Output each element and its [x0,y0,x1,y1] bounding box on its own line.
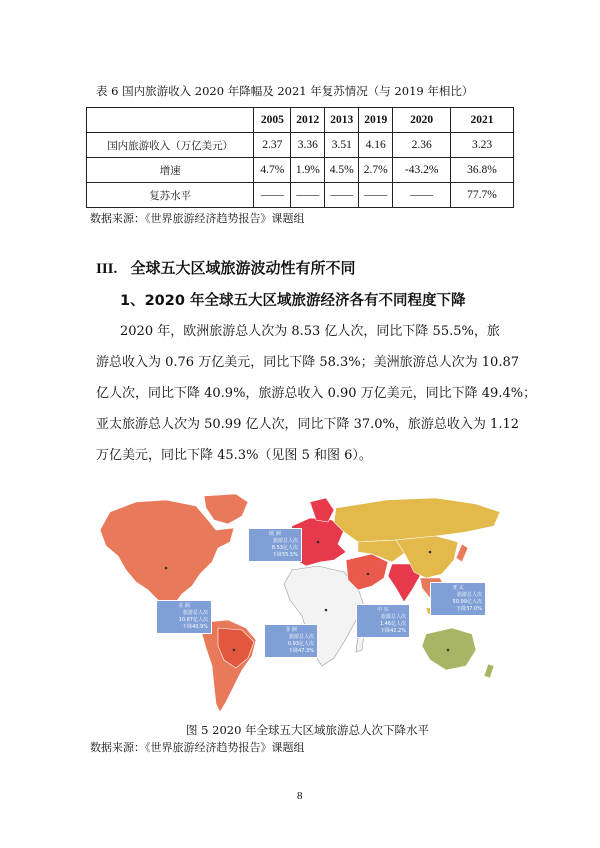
tooltip-line: 下降47.3% [288,648,314,654]
africa-tooltip [264,624,318,658]
tooltip-region-name: 中 东 [377,607,389,613]
table-cell: 2.36 [393,133,451,158]
world-map-figure [96,490,504,715]
table-header-cell: 2020 [393,108,451,133]
tooltip-line: 1.46亿人次 [379,621,406,627]
tooltip-line: 8.53亿人次 [271,545,298,551]
middle-east-shape [346,554,388,590]
table-cell: 4.5% [325,158,359,183]
tooltip-line: 50.99亿人次 [452,599,482,605]
table-header-cell: 2019 [359,108,393,133]
tooltip-line: 旅游总人次 [272,538,298,544]
table-cell: 2.37 [254,133,291,158]
tooltip-line: 旅游总人次 [456,592,482,598]
tooltip-line: 旅游总人次 [182,610,208,616]
middle-east-tooltip [356,604,410,638]
section-heading [96,257,356,278]
table-cell: 3.36 [291,133,325,158]
body-paragraph [0,316,600,476]
page-number: 8 [297,790,303,802]
table-caption: 表 6 国内旅游收入 2020 年降幅及 2021 年复苏情况（与 2019 年相比） [96,84,474,98]
greenland-shape [204,494,248,524]
japan-shape [456,544,468,562]
section-number: III. [96,261,118,277]
table-cell: 增速 [87,158,254,183]
region-marker [429,551,432,554]
tooltip-line: 下降37.0% [456,606,482,612]
asia-pacific-tooltip [430,582,486,616]
tooltip-region-name: 美 洲 [178,603,190,609]
table-cell: 4.7% [254,158,291,183]
tooltip-line: 下降55.5% [272,552,298,558]
russia-shape [334,498,500,542]
new-zealand-shape [484,664,494,678]
table-cell: 77.7% [451,183,514,208]
region-marker [165,567,168,570]
table-cell: —— [359,183,393,208]
table-cell: 2.7% [359,158,393,183]
americas-tooltip [156,600,212,634]
tooltip-line: 下降40.9% [182,624,208,630]
table-header-cell: 2012 [291,108,325,133]
table-header-cell: 2013 [325,108,359,133]
table-cell: —— [254,183,291,208]
australia-shape [422,628,476,670]
table-header-cell: 2021 [451,108,514,133]
table-cell: 复苏水平 [87,183,254,208]
table-header-cell [87,108,254,133]
table-header-row [87,108,514,133]
tooltip-region-name: 欧 洲 [269,531,281,537]
figure-caption: 图 5 2020 年全球五大区域旅游总人次下降水平 [186,723,430,737]
table-cell: -43.2% [393,158,451,183]
tooltip-line: 10.87亿人次 [178,617,208,623]
tooltip-region-name: 非 洲 [285,627,297,633]
table-row [87,158,514,183]
table-cell: 3.23 [451,133,514,158]
paragraph-line: 亿人次，同比下降 40.9%，旅游总收入 0.90 万亿美元，同比下降 49.4%； [96,386,537,401]
table-cell: 4.16 [359,133,393,158]
table-cell: —— [291,183,325,208]
region-marker [447,649,450,652]
paragraph-line: 亚太旅游总人次为 50.99 亿人次，同比下降 37.0%，旅游总收入为 1.12 [96,417,519,432]
table-cell: 3.51 [325,133,359,158]
region-marker [325,609,328,612]
region-marker [367,573,370,576]
paragraph-line: 万亿美元，同比下降 45.3%（见图 5 和图 6）。 [96,448,372,463]
region-marker [317,541,320,544]
table-header-cell: 2005 [254,108,291,133]
tooltip-line: 旅游总人次 [288,634,314,640]
table-cell: 36.8% [451,158,514,183]
table-row [87,183,514,208]
subsection-heading: 1、2020 年全球五大区域旅游经济各有不同程度下降 [120,293,466,309]
tooltip-line: 0.93亿人次 [287,641,314,647]
region-marker [233,649,236,652]
table-source-note: 数据来源：《世界旅游经济趋势报告》课题组 [90,212,305,225]
tooltip-line: 旅游总人次 [380,614,406,620]
figure-source-note: 数据来源：《世界旅游经济趋势报告》课题组 [90,741,305,754]
section-title: 全球五大区域旅游波动性有所不同 [130,259,356,277]
paragraph-line: 2020 年，欧洲旅游总人次为 8.53 亿人次，同比下降 55.5%，旅 [120,324,500,339]
table-cell: 1.9% [291,158,325,183]
table-cell: —— [325,183,359,208]
table-cell: —— [393,183,451,208]
tooltip-region-name: 亚 太 [452,585,464,591]
tourism-revenue-table [86,107,514,208]
table-cell: 国内旅游收入（万亿美元） [87,133,254,158]
paragraph-line: 游总收入为 0.76 万亿美元，同比下降 58.3%；美洲旅游总人次为 10.87 [96,355,519,370]
table-row [87,133,514,158]
tooltip-line: 下降42.2% [380,628,406,634]
europe-tooltip [248,528,302,562]
